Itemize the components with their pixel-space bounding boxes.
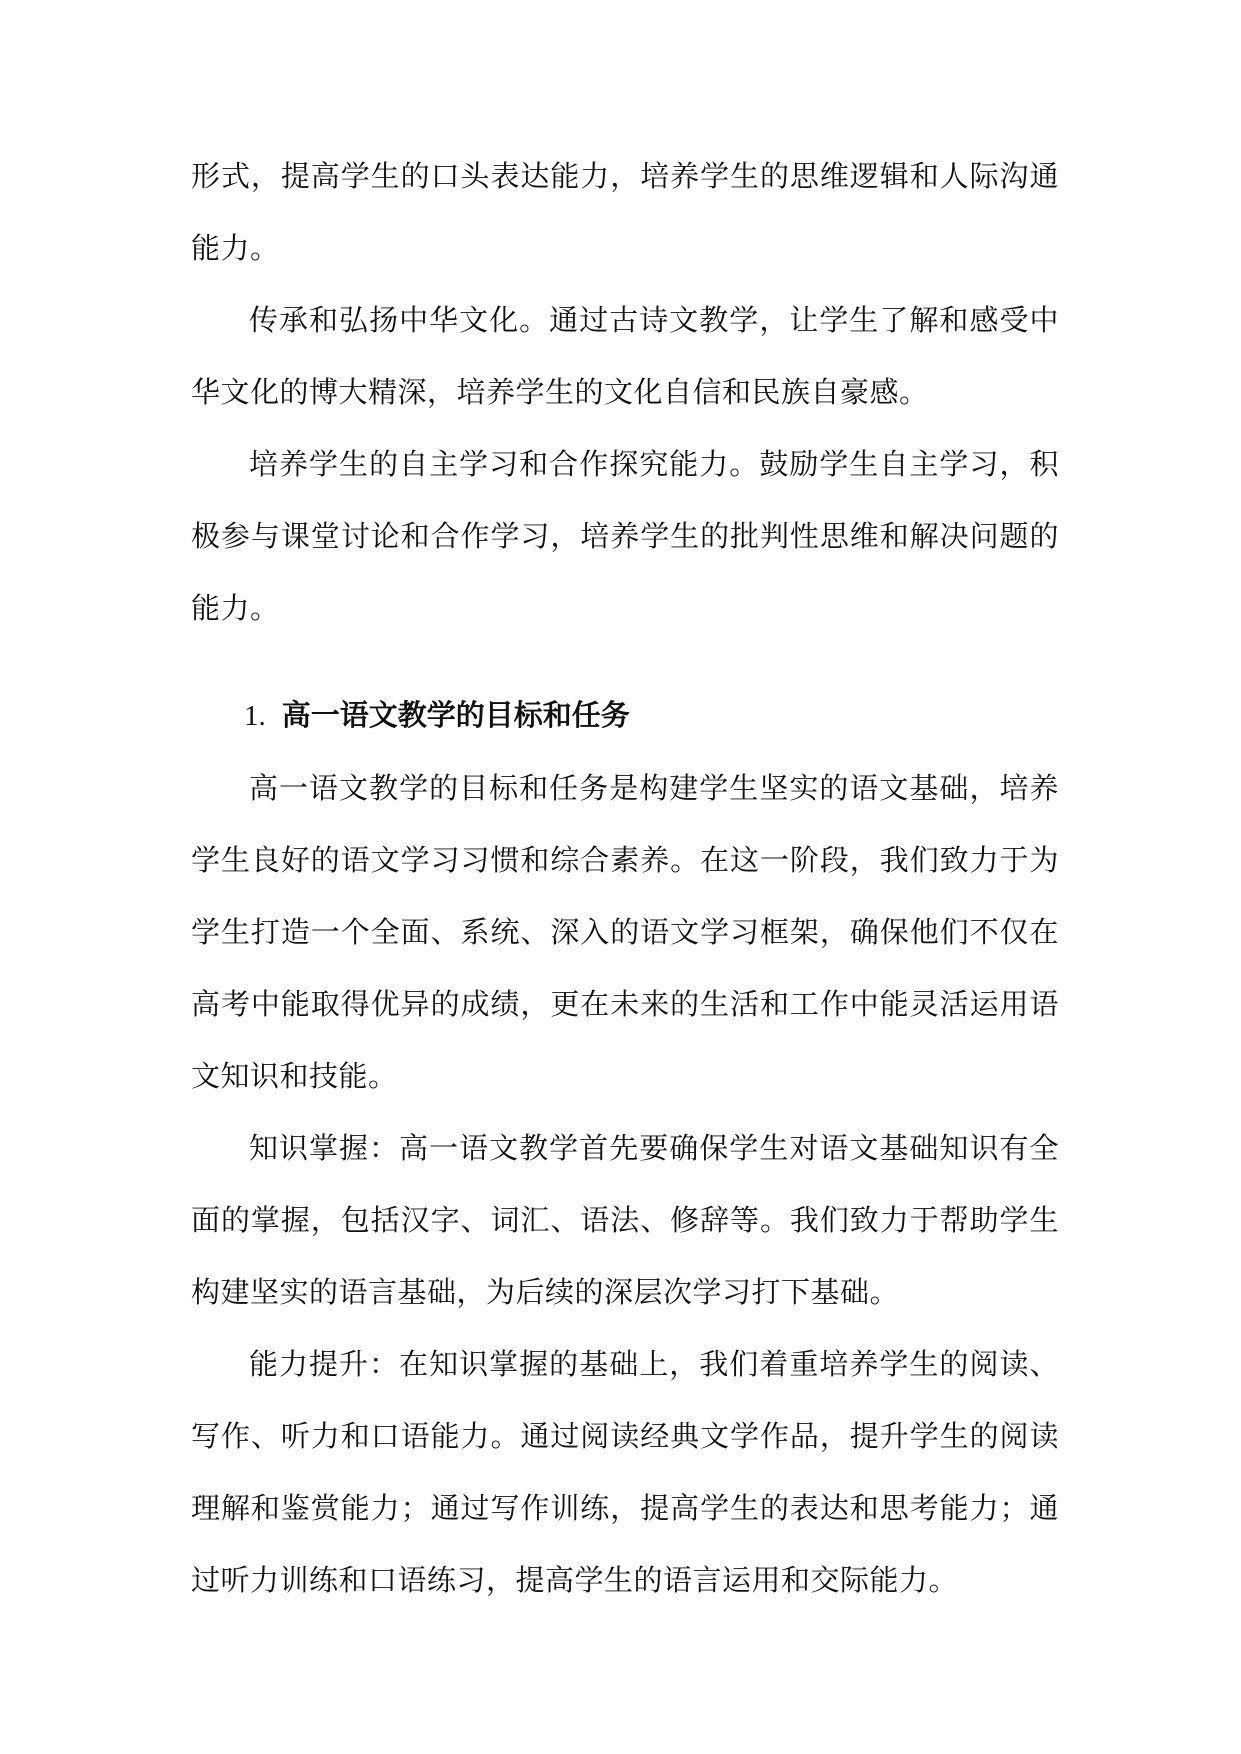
- paragraph-goals: 高一语文教学的目标和任务是构建学生坚实的语文基础，培养学生良好的语文学习习惯和综合素养。在这一阶段，我们致力于为学生打造一个全面、系统、深入的语文学习框架，确保他们不仅在高考中能取得优异的成绩，更在未来的生活和工作中能灵活运用语文知识和技能。: [191, 771, 1059, 1093]
- paragraph-ability: 能力提升：在知识掌握的基础上，我们着重培养学生的阅读、写作、听力和口语能力。通过阅读经典文学作品，提升学生的阅读理解和鉴赏能力；通过写作训练，提高学生的表达和思考能力；通过听力训练和口语练习，提高学生的语言运用和交际能力。: [191, 1347, 1059, 1597]
- paragraph-culture: 传承和弘扬中华文化。通过古诗文教学，让学生了解和感受中华文化的博大精深，培养学生的文化自信和民族自豪感。: [191, 303, 1059, 409]
- paragraph-knowledge: 知识掌握：高一语文教学首先要确保学生对语文基础知识有全面的掌握，包括汉字、词汇、语法、修辞等。我们致力于帮助学生构建坚实的语言基础，为后续的深层次学习打下基础。: [191, 1131, 1059, 1309]
- document-body: [191, 140, 1059, 1616]
- paragraph-autonomous-learning: 培养学生的自主学习和合作探究能力。鼓励学生自主学习，积极参与课堂讨论和合作学习，培养学生的批判性思维和解决问题的能力。: [191, 447, 1059, 625]
- section-title: 高一语文教学的目标和任务: [281, 698, 630, 732]
- section-number: 1.: [244, 700, 266, 732]
- paragraph-continued: 形式，提高学生的口头表达能力，培养学生的思维逻辑和人际沟通能力。: [191, 159, 1059, 265]
- section-heading: [191, 679, 1059, 752]
